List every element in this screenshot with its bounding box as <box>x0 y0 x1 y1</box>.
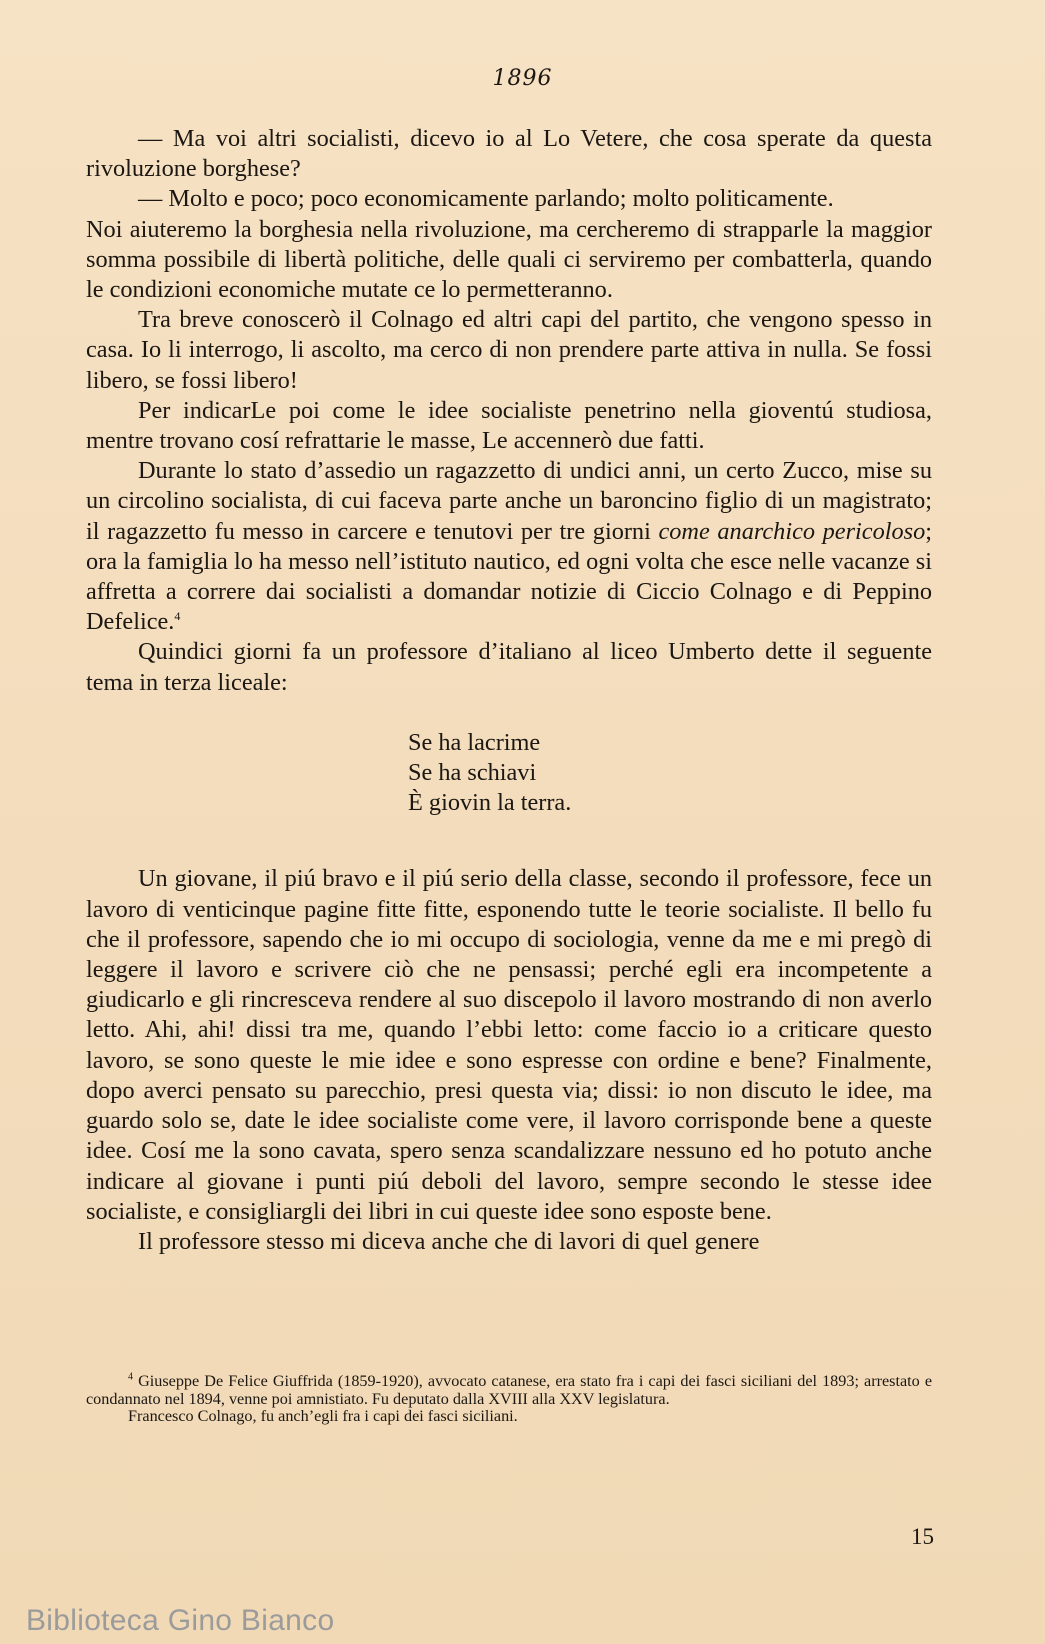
body-text <box>86 124 932 1257</box>
footnote <box>86 1373 932 1408</box>
italic-phrase: come anarchico pericoloso <box>658 517 926 545</box>
poem-verse: Se ha lacrime <box>408 728 541 756</box>
paragraph: — Molto e poco; poco economicamente parlando; molto politicamente. <box>138 185 834 213</box>
footnote-reference[interactable]: 4 <box>174 609 181 624</box>
running-head: 1896 <box>492 66 553 91</box>
paragraph: Tra breve conoscerò il Colnago ed altri capi del partito, che vengono spesso in casa. Io li interrogo, li ascolto, ma cerco di non prendere parte attiva in nulla. Se fossi libero, se fossi libero! <box>86 306 932 394</box>
text-run: ; ora la famiglia lo ha messo nell’istituto nautico, ed ogni volta che esce nelle vacanze si affretta a correre dai socialisti a domandar notizie di Ciccio Colnago e di Peppino Defelice. <box>86 517 932 636</box>
paragraph: Quindici giorni fa un professore d’italiano al liceo Umberto dette il seguente tema in terza liceale: <box>86 638 932 696</box>
footnote-marker: 4 <box>128 1371 133 1383</box>
paragraph: Per indicarLe poi come le idee socialiste penetrino nella gioventú studiosa, mentre trovano cosí refrattarie le masse, Le accennerò due fatti. <box>86 396 932 455</box>
watermark: Biblioteca Gino Bianco <box>26 1604 335 1637</box>
paragraph: Il professore stesso mi diceva anche che di lavori di quel genere <box>138 1227 760 1255</box>
page-number: 15 <box>911 1524 934 1549</box>
footnote <box>86 1408 932 1426</box>
footnotes <box>86 1373 932 1426</box>
paragraph: — Ma voi altri socialisti, dicevo io al Lo Vetere, che cosa sperate da questa rivoluzione borghese? <box>86 125 932 183</box>
paragraph: Noi aiuteremo la borghesia nella rivoluzione, ma cercheremo di strapparle la maggior somma possibile di libertà politiche, delle quali ci serviremo per combatterla, quando le condizioni economiche mutate ce lo permetteranno. <box>86 215 932 304</box>
poem-quote <box>408 728 932 819</box>
poem-verse: Se ha schiavi <box>408 759 537 787</box>
poem-verse: È giovin la terra. <box>408 789 572 817</box>
footnote-text: Francesco Colnago, fu anch’egli fra i capi dei fasci siciliani. <box>128 1407 518 1425</box>
footnote-text: Giuseppe De Felice Giuffrida (1859-1920), avvocato catanese, era stato fra i capi dei fasci siciliani del 1893; arrestato e condannato nel 1894, venne poi amnistiato. Fu deputato dalla XVIII alla XXV legislatura. <box>86 1372 932 1408</box>
text-run: Durante lo stato d’assedio un ragazzetto di undici anni, un certo Zucco, mise su un circolino socialista, di cui faceva parte anche un baroncino figlio di un magistrato; il ragazzetto fu messo in carcere e tenutovi per tre giorni <box>86 457 932 545</box>
paragraph: Un giovane, il piú bravo e il piú serio della classe, secondo il professore, fece un lavoro di venticinque pagine fitte fitte, esponendo tutte le teorie socialiste. Il bello fu che il professore, sapendo che io mi occupo di sociologia, venne da me e mi pregò di leggere il lavoro e scrivere ciò che ne pensassi; perché egli era incompetente a giudicarlo e gli rincresceva rendere al suo discepolo il lavoro mostrando di non averlo letto. Ahi, ahi! dissi tra me, quando l’ebbi letto: come faccio io a criticare questo lavoro, se sono queste le mie idee e sono espresse con ordine e bene? Finalmente, dopo averci pensato su parecchio, presi questa via; dissi: io non discuto le idee, ma guardo solo se, date le idee socialiste come vere, il lavoro corrisponde bene a queste idee. Cosí me la sono cavata, spero senza scandalizzare nessuno ed ho potuto anche indicare al giovane i punti piú deboli del lavoro, sempre secondo le stesse idee socialiste, e consigliargli dei libri in cui queste idee sono esposte bene. <box>86 865 932 1225</box>
paragraph-zucco <box>86 456 932 637</box>
